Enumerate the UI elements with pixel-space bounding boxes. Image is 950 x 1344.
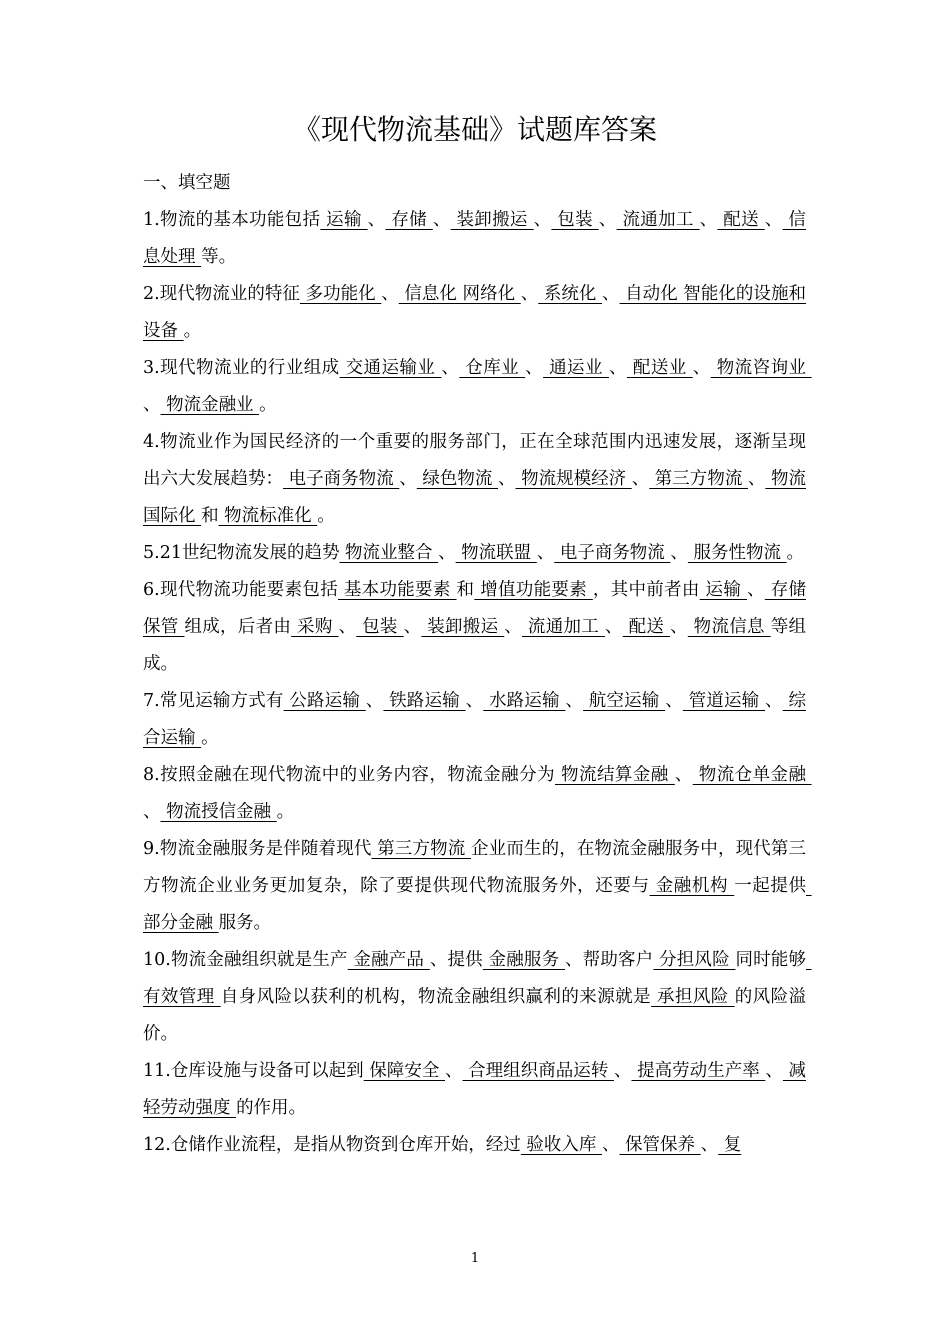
question-item bbox=[143, 1127, 806, 1164]
question-text: 、 bbox=[674, 765, 693, 785]
answer-blank: 包装 bbox=[356, 617, 404, 637]
question-text: 服务。 bbox=[218, 913, 272, 933]
answer-blank: 验收入库 bbox=[520, 1135, 602, 1155]
question-text: 9.物流金融服务是伴随着现代 bbox=[143, 839, 372, 859]
question-item bbox=[143, 1053, 806, 1127]
question-text: 、 bbox=[338, 617, 357, 637]
question-text: 、 bbox=[381, 284, 399, 304]
answer-blank: 合理组织商品运转 bbox=[462, 1061, 614, 1081]
question-text: 12.仓储作业流程，是指从物资到仓库开始，经过 bbox=[143, 1135, 521, 1155]
question-item bbox=[143, 350, 812, 424]
answer-blank: 综合运输 bbox=[143, 691, 806, 748]
question-text: 4.物流业作为国民经济的一个重要的服务部门，正在全球范围内迅速发展，逐渐呈现出六大发展趋势： bbox=[143, 432, 806, 489]
question-list bbox=[143, 202, 812, 1164]
answer-blank: 绿色物流 bbox=[416, 469, 498, 489]
answer-blank: 航空运输 bbox=[583, 691, 666, 711]
answer-blank: 物流规模经济 bbox=[515, 469, 632, 489]
answer-blank: 装卸搬运 bbox=[421, 617, 505, 637]
answer-blank: 管道运输 bbox=[682, 691, 766, 711]
question-text: 一起提供 bbox=[734, 876, 806, 896]
question-text: ，其中前者由 bbox=[592, 580, 700, 600]
answer-blank: 物流结算金融 bbox=[555, 765, 675, 785]
question-text: 、 bbox=[441, 358, 460, 378]
question-text: 、 bbox=[432, 210, 451, 230]
question-text: 和 bbox=[456, 580, 475, 600]
question-text: 、 bbox=[765, 1061, 783, 1081]
answer-blank: 物流业整合 bbox=[339, 543, 439, 563]
question-text: 10.物流金融组织就是生产 bbox=[143, 950, 348, 970]
question-text: 、 bbox=[504, 617, 523, 637]
answer-blank: 包装 bbox=[551, 210, 599, 230]
answer-blank: 铁路运输 bbox=[383, 691, 466, 711]
question-text: 同时能够 bbox=[735, 950, 806, 970]
answer-blank: 流通加工 bbox=[616, 210, 700, 230]
answer-blank: 分担风险 bbox=[653, 950, 736, 970]
answer-blank: 信息处理 bbox=[143, 210, 806, 267]
answer-blank: 物流咨询业 bbox=[710, 358, 812, 378]
question-text: 、 bbox=[608, 358, 627, 378]
question-text: 、 bbox=[613, 1061, 632, 1081]
answer-blank: 金融服务 bbox=[482, 950, 565, 970]
answer-blank: 有效管理 bbox=[143, 950, 812, 1007]
question-item bbox=[143, 757, 812, 831]
question-text: 、 bbox=[445, 1061, 463, 1081]
question-text: 、 bbox=[497, 469, 516, 489]
question-text: 、 bbox=[604, 617, 623, 637]
question-text: 、 bbox=[438, 543, 456, 563]
question-text: 、 bbox=[692, 358, 711, 378]
question-text: 、帮助客户 bbox=[564, 950, 654, 970]
question-text: 。 bbox=[201, 728, 219, 748]
answer-blank: 存储 bbox=[385, 210, 433, 230]
answer-blank: 承担风险 bbox=[651, 987, 735, 1007]
question-text: 3.现代物流业的行业组成 bbox=[143, 358, 340, 378]
question-text: 、 bbox=[670, 543, 688, 563]
question-item bbox=[143, 202, 806, 276]
question-text: 、 bbox=[631, 469, 650, 489]
section-heading: 一、填空题 bbox=[143, 173, 231, 193]
answer-blank: 采购 bbox=[291, 617, 339, 637]
question-text: 企业而生的，在物流金融服务中，现代第三方物流企业业务更加复杂，除了要提供现代物流服务外，还要与 bbox=[143, 839, 806, 896]
answer-blank: 运输 bbox=[320, 210, 368, 230]
answer-blank: 运输 bbox=[699, 580, 748, 600]
question-text: 、 bbox=[367, 210, 386, 230]
question-text: 的作用。 bbox=[236, 1098, 307, 1118]
question-text: 、 bbox=[598, 210, 617, 230]
question-text: 2.现代物流业的特征 bbox=[143, 284, 300, 304]
answer-blank: 电子商务物流 bbox=[283, 469, 400, 489]
question-text: 、提供 bbox=[429, 950, 483, 970]
answer-blank: 存储保管 bbox=[143, 580, 806, 637]
question-item bbox=[143, 683, 806, 757]
answer-blank: 公路运输 bbox=[283, 691, 366, 711]
answer-blank: 增值功能要素 bbox=[474, 580, 593, 600]
answer-blank: 自动化 智能化的设施和设备 bbox=[143, 284, 806, 341]
page-number: 1 bbox=[470, 1251, 480, 1266]
answer-blank: 水路运输 bbox=[483, 691, 566, 711]
answer-blank: 物流授信金融 bbox=[160, 802, 277, 822]
question-text: 、 bbox=[747, 469, 766, 489]
question-text: 5.21世纪物流发展的趋势 bbox=[143, 543, 340, 563]
question-text: 。 bbox=[183, 321, 202, 341]
question-text: 、 bbox=[747, 580, 765, 600]
question-text: 、 bbox=[403, 617, 422, 637]
answer-blank: 系统化 bbox=[538, 284, 603, 304]
answer-blank: 配送业 bbox=[626, 358, 693, 378]
document-title: 《现代物流基础》试题库答案 bbox=[292, 113, 657, 146]
answer-blank: 配送 bbox=[717, 210, 765, 230]
question-text: 、 bbox=[365, 691, 384, 711]
answer-blank: 第三方物流 bbox=[649, 469, 748, 489]
question-text: 等。 bbox=[201, 247, 237, 267]
question-item bbox=[143, 276, 806, 350]
answer-blank: 多功能化 bbox=[299, 284, 382, 304]
answer-blank: 物流联盟 bbox=[455, 543, 537, 563]
question-text: 、 bbox=[670, 617, 688, 637]
answer-blank: 提高劳动生产率 bbox=[631, 1061, 766, 1081]
question-text: 的风险溢价。 bbox=[143, 987, 807, 1044]
question-item bbox=[143, 942, 812, 1053]
answer-blank: 金融产品 bbox=[347, 950, 430, 970]
answer-blank: 减轻劳动强度 bbox=[143, 1061, 806, 1118]
question-text: 、 bbox=[601, 1135, 620, 1155]
answer-blank: 流通加工 bbox=[522, 617, 605, 637]
question-text: 自身风险以获利的机构，物流金融组织赢利的来源就是 bbox=[220, 987, 652, 1007]
question-text: 、 bbox=[565, 691, 584, 711]
question-text: 、 bbox=[525, 358, 544, 378]
answer-blank: 保障安全 bbox=[363, 1061, 445, 1081]
question-text: 。 bbox=[786, 543, 805, 563]
question-text: 、 bbox=[536, 543, 555, 563]
question-text: 、 bbox=[465, 691, 484, 711]
question-text: 11.仓库设施与设备可以起到 bbox=[143, 1061, 364, 1081]
answer-blank: 通运业 bbox=[543, 358, 609, 378]
question-text: 、 bbox=[520, 284, 539, 304]
question-text: 等组成。 bbox=[143, 617, 806, 674]
question-text: 、 bbox=[699, 210, 718, 230]
question-text: 、 bbox=[143, 395, 161, 415]
answer-blank: 物流国际化 bbox=[143, 469, 807, 526]
answer-blank: 物流金融业 bbox=[160, 395, 260, 415]
answer-blank: 部分金融 bbox=[143, 876, 812, 933]
question-text: 7.常见运输方式有 bbox=[143, 691, 284, 711]
question-text: 、 bbox=[533, 210, 552, 230]
answer-blank: 物流标准化 bbox=[218, 506, 318, 526]
question-text: 、 bbox=[665, 691, 683, 711]
answer-blank: 物流仓单金融 bbox=[692, 765, 812, 785]
question-item bbox=[143, 424, 806, 535]
answer-blank: 装卸搬运 bbox=[450, 210, 534, 230]
answer-blank: 金融机构 bbox=[649, 876, 735, 896]
answer-blank: 信息化 网络化 bbox=[398, 284, 521, 304]
answer-blank: 复 bbox=[718, 1135, 742, 1155]
answer-blank: 仓库业 bbox=[459, 358, 526, 378]
question-text: 。 bbox=[317, 506, 335, 526]
question-text: 、 bbox=[700, 1135, 719, 1155]
question-text: 。 bbox=[276, 802, 295, 822]
answer-blank: 保管保养 bbox=[619, 1135, 701, 1155]
question-text: 、 bbox=[399, 469, 417, 489]
question-text: 6.现代物流功能要素包括 bbox=[143, 580, 338, 600]
question-text: 组成，后者由 bbox=[184, 617, 292, 637]
question-text: 8.按照金融在现代物流中的业务内容，物流金融分为 bbox=[143, 765, 556, 785]
answer-blank: 物流信息 bbox=[687, 617, 771, 637]
question-text: 和 bbox=[201, 506, 219, 526]
question-text: 。 bbox=[259, 395, 277, 415]
answer-blank: 第三方物流 bbox=[371, 839, 472, 859]
question-item bbox=[143, 535, 806, 572]
question-item bbox=[143, 572, 806, 683]
question-text: 、 bbox=[602, 284, 620, 304]
question-text: 1.物流的基本功能包括 bbox=[143, 210, 321, 230]
question-text: 、 bbox=[143, 802, 161, 822]
question-item bbox=[143, 831, 812, 942]
question-text: 、 bbox=[765, 691, 783, 711]
answer-blank: 电子商务物流 bbox=[554, 543, 671, 563]
answer-blank: 服务性物流 bbox=[687, 543, 787, 563]
answer-blank: 交通运输业 bbox=[339, 358, 442, 378]
question-text: 、 bbox=[764, 210, 783, 230]
answer-blank: 基本功能要素 bbox=[338, 580, 457, 600]
answer-blank: 配送 bbox=[622, 617, 671, 637]
